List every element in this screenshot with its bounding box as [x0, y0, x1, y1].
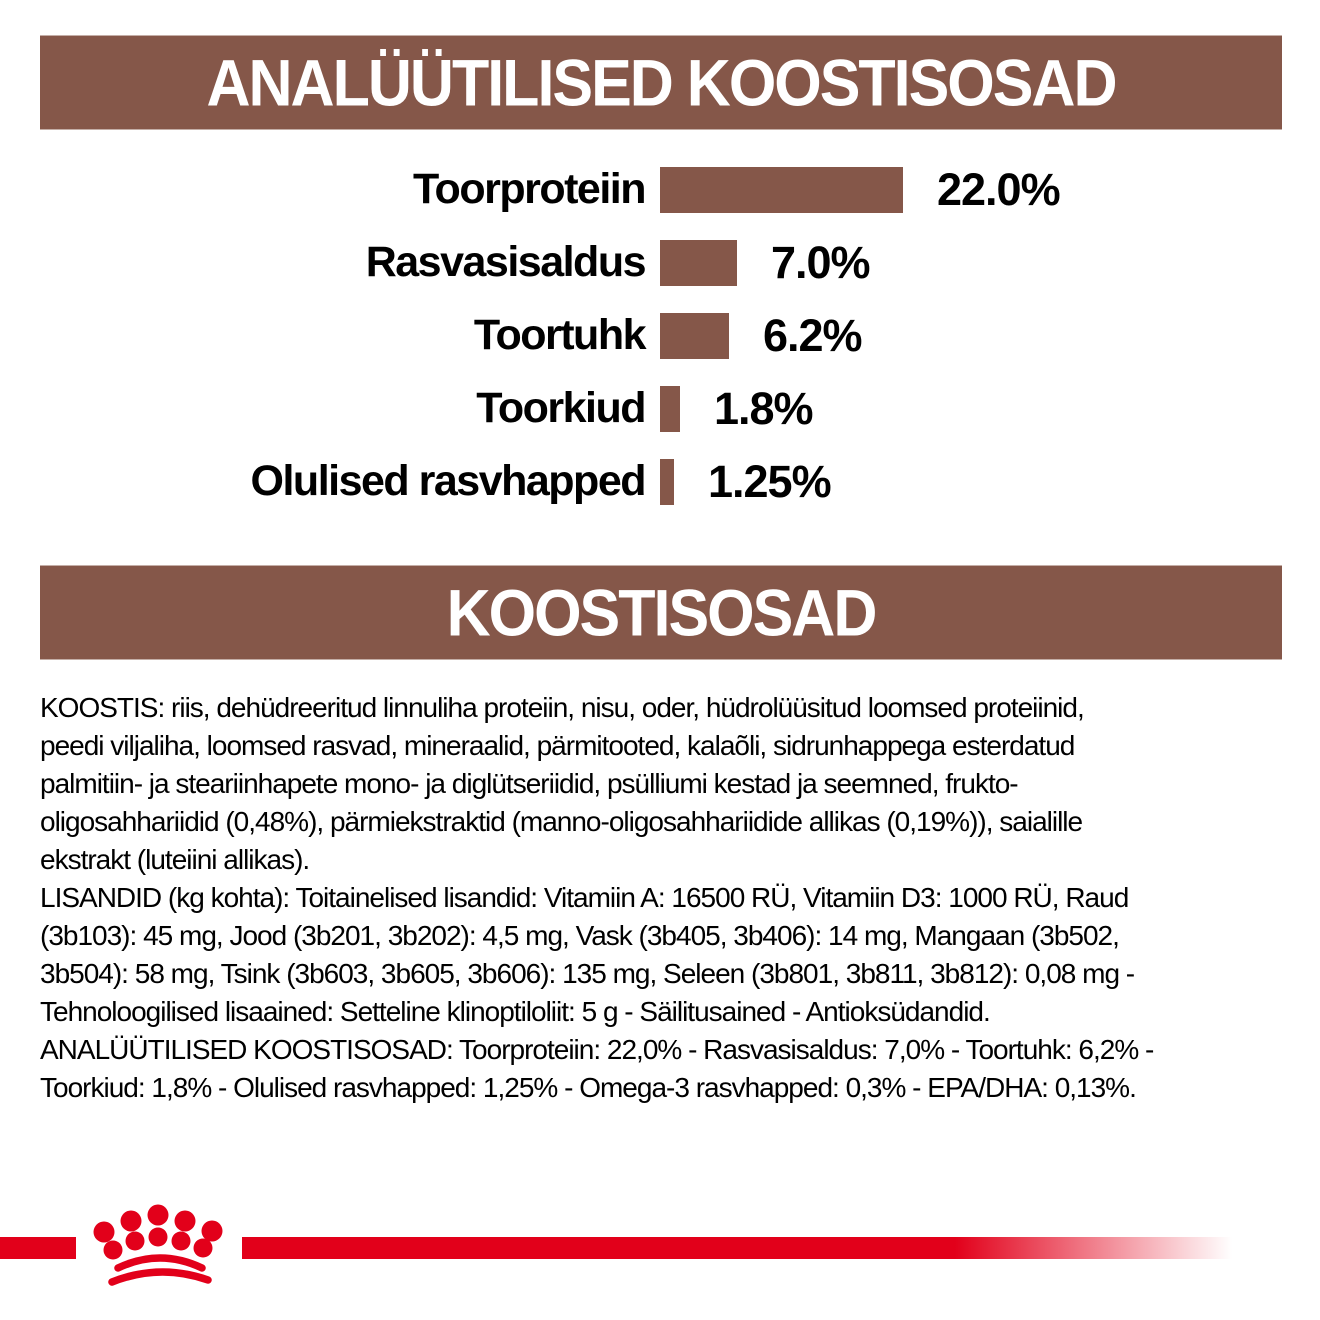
ingredients-banner: [40, 566, 1282, 660]
ingredients-text-line: Toorkiud: 1,8% - Olulised rasvhapped: 1,25% - Omega-3 rasvhapped: 0,3% - EPA/DHA: 0,13%.: [40, 1072, 1136, 1103]
analytical-bar-chart: [40, 153, 1290, 518]
bar-value: 1.8%: [714, 382, 813, 434]
bar: [660, 459, 674, 505]
analytical-constituents-banner: [40, 36, 1282, 130]
ingredients-text-line: oligosahhariidid (0,48%), pärmiekstraktid (manno-oligosahhariidide allikas (0,19%)), saialille: [40, 806, 1083, 837]
ingredients-text-line: LISANDID (kg kohta): Toitainelised lisandid: Vitamiin A: 16500 RÜ, Vitamiin D3: 1000 RÜ, Raud: [40, 882, 1129, 913]
bar-value: 6.2%: [763, 309, 862, 361]
bar-chart-row: [40, 372, 1290, 445]
bar-value: 7.0%: [771, 236, 870, 288]
bar: [660, 240, 737, 286]
bar-chart-row: [40, 153, 1290, 226]
bar-row-label: Olulised rasvhapped: [250, 457, 645, 505]
bar-value: 22.0%: [937, 163, 1060, 215]
royal-canin-crown-logo: [86, 1203, 238, 1295]
bar: [660, 313, 729, 359]
bar-row-label: Toorkiud: [476, 384, 645, 432]
footer-red-line-right: [242, 1237, 1232, 1259]
ingredients-text-line: Tehnoloogilised lisaained: Setteline klinoptiloliit: 5 g - Säilitusained - Antioksüdandid.: [40, 996, 990, 1027]
bar-row-label: Rasvasisaldus: [365, 238, 645, 286]
ingredients-banner-title: KOOSTISOSAD: [446, 575, 876, 650]
bar-value: 1.25%: [708, 455, 831, 507]
crown-icon: [86, 1203, 238, 1295]
footer-red-line-left: [0, 1237, 76, 1259]
ingredients-text-line: palmitiin- ja steariinhapete mono- ja diglütseriidid, psülliumi kestad ja seemned, frukto-: [40, 768, 1018, 799]
ingredients-text-line: 3b504): 58 mg, Tsink (3b603, 3b605, 3b606): 135 mg, Seleen (3b801, 3b811, 3b812): 0,08 mg -: [40, 958, 1135, 989]
ingredients-text-line: ANALÜÜTILISED KOOSTISOSAD: Toorproteiin: 22,0% - Rasvasisaldus: 7,0% - Toortuhk: 6,2% -: [40, 1034, 1154, 1065]
ingredients-text-line: ekstrakt (luteiini allikas).: [40, 844, 310, 875]
ingredients-text-line: peedi viljaliha, loomsed rasvad, mineraalid, pärmitooted, kalaõli, sidrunhappega esterdatud: [40, 730, 1075, 761]
bar-row-label: Toorproteiin: [412, 165, 645, 213]
bar: [660, 386, 680, 432]
bar-chart-row: [40, 445, 1290, 518]
ingredients-text-line: (3b103): 45 mg, Jood (3b201, 3b202): 4,5 mg, Vask (3b405, 3b406): 14 mg, Mangaan (3b502,: [40, 920, 1119, 951]
bar-row-label: Toortuhk: [473, 311, 645, 359]
ingredients-text-line: KOOSTIS: riis, dehüdreeritud linnuliha proteiin, nisu, oder, hüdrolüüsitud loomsed proteiinid,: [40, 692, 1084, 723]
bar-chart-row: [40, 299, 1290, 372]
ingredients-text: [40, 689, 1295, 1107]
bar: [660, 167, 903, 213]
analytical-constituents-banner-title: ANALÜÜTILISED KOOSTISOSAD: [206, 45, 1116, 120]
bar-chart-row: [40, 226, 1290, 299]
